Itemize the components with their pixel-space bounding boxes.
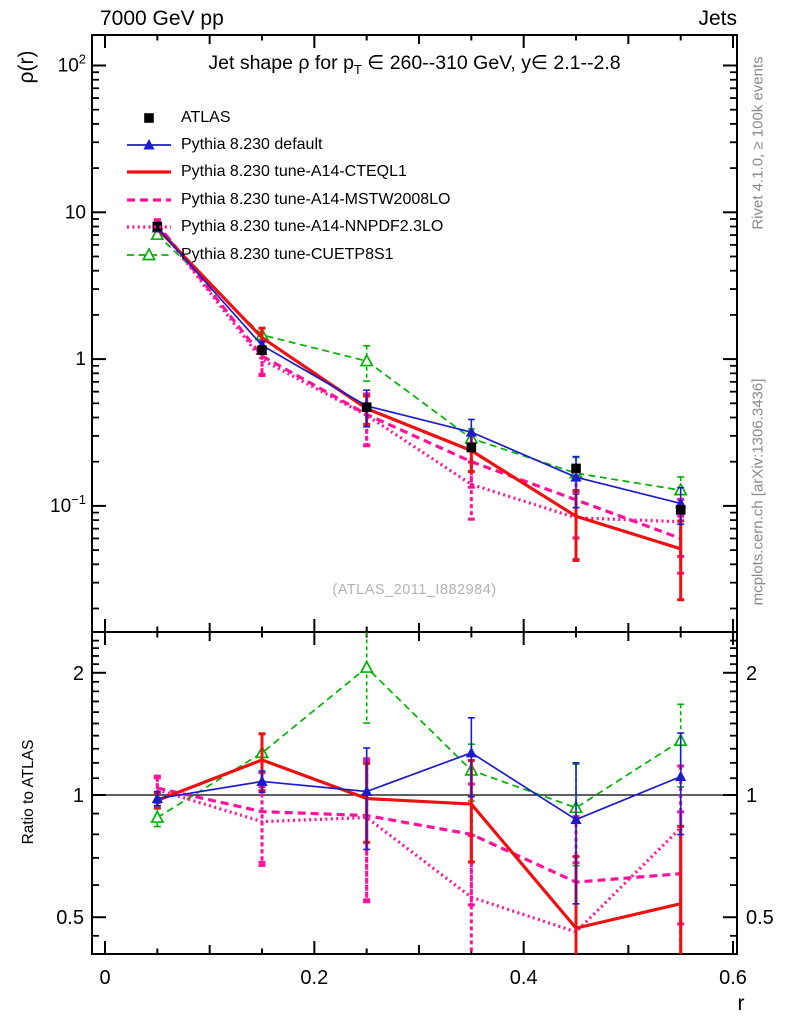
series-line — [157, 235, 680, 490]
data-point-marker — [676, 505, 686, 515]
legend-item-label: ATLAS — [181, 108, 231, 126]
series-pythia-8-230-tune-a14-cteql1-main — [154, 226, 684, 600]
main-y-axis-label: ρ(r) — [15, 50, 38, 84]
legend-item-atlas — [126, 104, 450, 131]
data-point-marker — [257, 345, 267, 355]
axis-tick-label: 0.5 — [56, 907, 84, 930]
data-point-marker — [467, 443, 477, 453]
process-label: Jets — [698, 7, 737, 30]
series-line — [157, 753, 680, 820]
legend — [126, 104, 450, 268]
plot-title-post: ∈ 260--310 GeV, y∈ 2.1--2.8 — [361, 52, 621, 74]
main-y-axis-tick-labels — [50, 52, 86, 517]
data-point-marker — [466, 747, 477, 758]
data-point-marker — [571, 464, 581, 474]
series-pythia-8-230-tune-cuetp8s1-ratio — [152, 625, 687, 865]
axis-tick-label: 2 — [72, 662, 84, 685]
plot-title-sub: T — [353, 61, 362, 77]
axis-tick-label: $10^{-1}$ — [50, 491, 86, 517]
data-point-marker — [362, 402, 372, 412]
legend-item-pythia-8-230-tune-cuetp8s1 — [126, 241, 450, 268]
axis-tick-label: 1 — [75, 349, 86, 371]
series-line — [157, 224, 680, 538]
series-pythia-8-230-tune-cuetp8s1-main — [152, 229, 687, 507]
legend-item-label: Pythia 8.230 tune-CUETP8S1 — [181, 245, 394, 263]
legend-marker-icon — [126, 108, 172, 128]
data-point-marker — [152, 812, 163, 823]
legend-item-pythia-8-230-default — [126, 131, 450, 158]
data-point-marker — [361, 662, 372, 673]
legend-item-pythia-8-230-tune-a14-cteql1 — [126, 159, 450, 186]
axis-tick-label: 10 — [64, 202, 86, 224]
plot-title-pre: Jet shape ρ for p — [208, 52, 354, 74]
legend-item-label: Pythia 8.230 tune-A14-CTEQL1 — [181, 163, 407, 181]
axis-tick-label: 0.2 — [300, 967, 329, 989]
legend-item-label: Pythia 8.230 tune-A14-NNPDF2.3LO — [181, 218, 444, 236]
series-pythia-8-230-tune-a14-mstw2008lo-main — [154, 220, 684, 573]
legend-marker-icon — [126, 190, 172, 210]
x-axis-tick-labels — [99, 967, 746, 989]
data-point-marker — [256, 775, 267, 786]
legend-marker-icon — [126, 135, 172, 155]
series-line — [157, 790, 680, 932]
rivet-version-note: Rivet 4.1.0, ≥ 100k events — [749, 56, 767, 230]
series-pythia-8-230-tune-a14-nnpdf2-3lo-main — [154, 220, 684, 559]
axis-tick-label: 0.5 — [746, 907, 774, 930]
axis-tick-label: 2 — [746, 662, 758, 685]
mcplots-arxiv-note: mcplots.cern.ch [arXiv:1306.3436] — [749, 378, 767, 606]
beam-energy-label: 7000 GeV pp — [100, 7, 224, 30]
legend-item-label: Pythia 8.230 tune-A14-MSTW2008LO — [181, 190, 451, 208]
data-point-marker — [361, 355, 372, 366]
data-point-marker — [675, 771, 686, 782]
axis-tick-label: $10^2$ — [57, 51, 86, 77]
legend-item-pythia-8-230-tune-a14-mstw2008lo — [126, 186, 450, 213]
legend-item-pythia-8-230-tune-a14-nnpdf2-3lo — [126, 214, 450, 241]
x-axis-label: r — [737, 992, 745, 1015]
legend-item-label: Pythia 8.230 default — [181, 136, 323, 154]
data-point-marker — [144, 113, 154, 123]
legend-marker-icon — [126, 245, 172, 265]
legend-marker-icon — [126, 162, 172, 182]
axis-tick-label: 0.6 — [719, 967, 747, 989]
series-line — [157, 228, 680, 504]
plot-title — [92, 51, 737, 77]
series-line — [157, 228, 680, 548]
axis-tick-label: 0 — [99, 967, 111, 989]
ratio-y-axis-label: Ratio to ATLAS — [20, 739, 37, 845]
legend-marker-icon — [126, 217, 172, 237]
axis-tick-label: 1 — [72, 785, 84, 807]
axis-tick-label: 0.4 — [509, 967, 538, 989]
axis-tick-label: 1 — [746, 785, 758, 807]
analysis-id-watermark: (ATLAS_2011_I882984) — [332, 582, 497, 598]
